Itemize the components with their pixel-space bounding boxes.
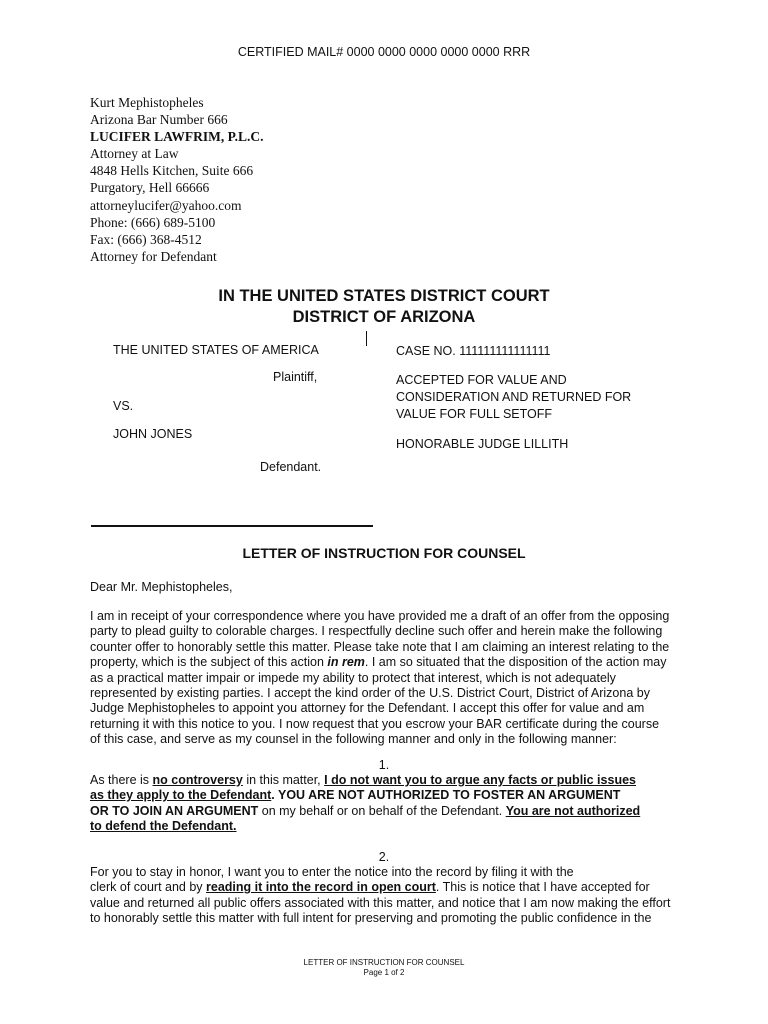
intro-line: returning it with this notice to you. I now request that you escrow your BAR certificate during the course bbox=[90, 716, 660, 731]
attorney-role: Attorney for Defendant bbox=[90, 248, 217, 264]
item-line bbox=[90, 773, 690, 788]
judge-name: HONORABLE JUDGE LILLITH bbox=[396, 437, 569, 451]
attorney-title: Attorney at Law bbox=[90, 146, 179, 162]
court-district: DISTRICT OF ARIZONA bbox=[292, 308, 476, 326]
plaintiff-name: THE UNITED STATES OF AMERICA bbox=[113, 343, 319, 357]
text-run: property, which is the subject of this action bbox=[90, 655, 328, 670]
letter-title: LETTER OF INSTRUCTION FOR COUNSEL bbox=[242, 545, 526, 561]
address-line-2: Purgatory, Hell 66666 bbox=[90, 180, 210, 196]
caption-divider bbox=[366, 331, 367, 346]
intro-line: counter offer to honorably settle this matter. Please take note that I am claiming an interest relating to the bbox=[90, 639, 670, 654]
intro-line bbox=[90, 655, 690, 670]
phone: Phone: (666) 689-5100 bbox=[90, 214, 216, 230]
footer-page-number: Page 1 of 2 bbox=[363, 968, 405, 977]
emphasis-run: no controversy bbox=[152, 773, 243, 787]
in-rem-emphasis: in rem bbox=[327, 655, 365, 670]
text-run: in this matter, bbox=[242, 773, 325, 787]
salutation: Dear Mr. Mephistopheles, bbox=[90, 580, 233, 594]
emphasis-run: I do not want you to argue any facts or public issues bbox=[324, 773, 636, 787]
intro-line: as a practical matter impair or impede my ability to protect that interest, which is not adequately bbox=[90, 670, 616, 685]
item-line bbox=[90, 819, 690, 834]
accepted-line-3: VALUE FOR FULL SETOFF bbox=[396, 407, 553, 421]
item-line bbox=[90, 788, 690, 803]
intro-line: of this case, and serve as my counsel in the following manner and only in the following manner: bbox=[90, 732, 617, 747]
item-line: value and returned all public offers associated with this matter, and notice that I am now making the effort bbox=[90, 895, 671, 910]
text-run: on my behalf or on behalf of the Defendant. bbox=[258, 803, 506, 818]
item-line bbox=[90, 804, 690, 819]
defendant-label: Defendant. bbox=[260, 460, 322, 474]
item-1-number: 1. bbox=[378, 758, 390, 772]
intro-line: represented by existing parties. I accept the kind order of the U.S. District Court, District of Arizona by bbox=[90, 686, 650, 701]
intro-line: Judge Mephistopheles to appoint you attorney for the Defendant. I accept this offer for value and am bbox=[90, 701, 645, 716]
emphasis-run: to defend the Defendant. bbox=[90, 819, 237, 834]
emphasis-run: as they apply to the Defendant bbox=[90, 788, 272, 803]
caption-rule bbox=[91, 525, 373, 527]
emphasis-run: You are not authorized bbox=[505, 803, 641, 818]
text-run: clerk of court and by bbox=[90, 880, 207, 895]
fax: Fax: (666) 368-4512 bbox=[90, 231, 202, 247]
intro-paragraph bbox=[90, 609, 690, 748]
certified-mail-line: CERTIFIED MAIL# 0000 0000 0000 0000 0000 RRR bbox=[237, 45, 531, 59]
defendant-name: JOHN JONES bbox=[113, 427, 193, 441]
attorney-block bbox=[90, 94, 264, 265]
item-line bbox=[90, 880, 690, 895]
text-run: As there is bbox=[90, 773, 153, 787]
intro-line: party to plead guilty to colorable charges. I respectfully decline such offer and herein make the following bbox=[90, 624, 663, 639]
intro-line: I am in receipt of your correspondence where you have provided me a draft of an offer from the opposing bbox=[90, 609, 670, 623]
court-name: IN THE UNITED STATES DISTRICT COURT bbox=[218, 287, 550, 305]
text-run: . This is notice that I have accepted for bbox=[435, 880, 650, 895]
versus: VS. bbox=[113, 399, 134, 413]
case-number: CASE NO. 111111111111111 bbox=[396, 344, 551, 358]
footer-title: LETTER OF INSTRUCTION FOR COUNSEL bbox=[303, 958, 465, 967]
item-2-paragraph bbox=[90, 865, 690, 927]
bold-run: OR TO JOIN AN ARGUMENT bbox=[90, 803, 259, 818]
email: attorneylucifer@yahoo.com bbox=[90, 197, 242, 213]
address-line-1: 4848 Hells Kitchen, Suite 666 bbox=[90, 163, 254, 179]
page-footer bbox=[0, 958, 768, 978]
bar-number: Arizona Bar Number 666 bbox=[90, 112, 228, 128]
text-run: . I am so situated that the disposition of the action may bbox=[364, 655, 667, 670]
item-line: For you to stay in honor, I want you to enter the notice into the record by filing it with the bbox=[90, 865, 574, 879]
attorney-name: Kurt Mephistopheles bbox=[90, 95, 204, 110]
accepted-line-1: ACCEPTED FOR VALUE AND bbox=[396, 373, 567, 387]
firm-name: LUCIFER LAWFRIM, P.L.C. bbox=[90, 129, 264, 145]
plaintiff-label: Plaintiff, bbox=[273, 370, 318, 384]
item-line: to honorably settle this matter with full intent for preserving and promoting the public confidence in the bbox=[90, 911, 652, 926]
item-1-paragraph bbox=[90, 773, 690, 835]
emphasis-run: reading it into the record in open court bbox=[206, 880, 436, 895]
item-2-number: 2. bbox=[378, 850, 390, 864]
accepted-line-2: CONSIDERATION AND RETURNED FOR bbox=[396, 390, 632, 404]
bold-run: . YOU ARE NOT AUTHORIZED TO FOSTER AN ARGUMENT bbox=[271, 788, 621, 803]
court-heading bbox=[0, 286, 768, 328]
